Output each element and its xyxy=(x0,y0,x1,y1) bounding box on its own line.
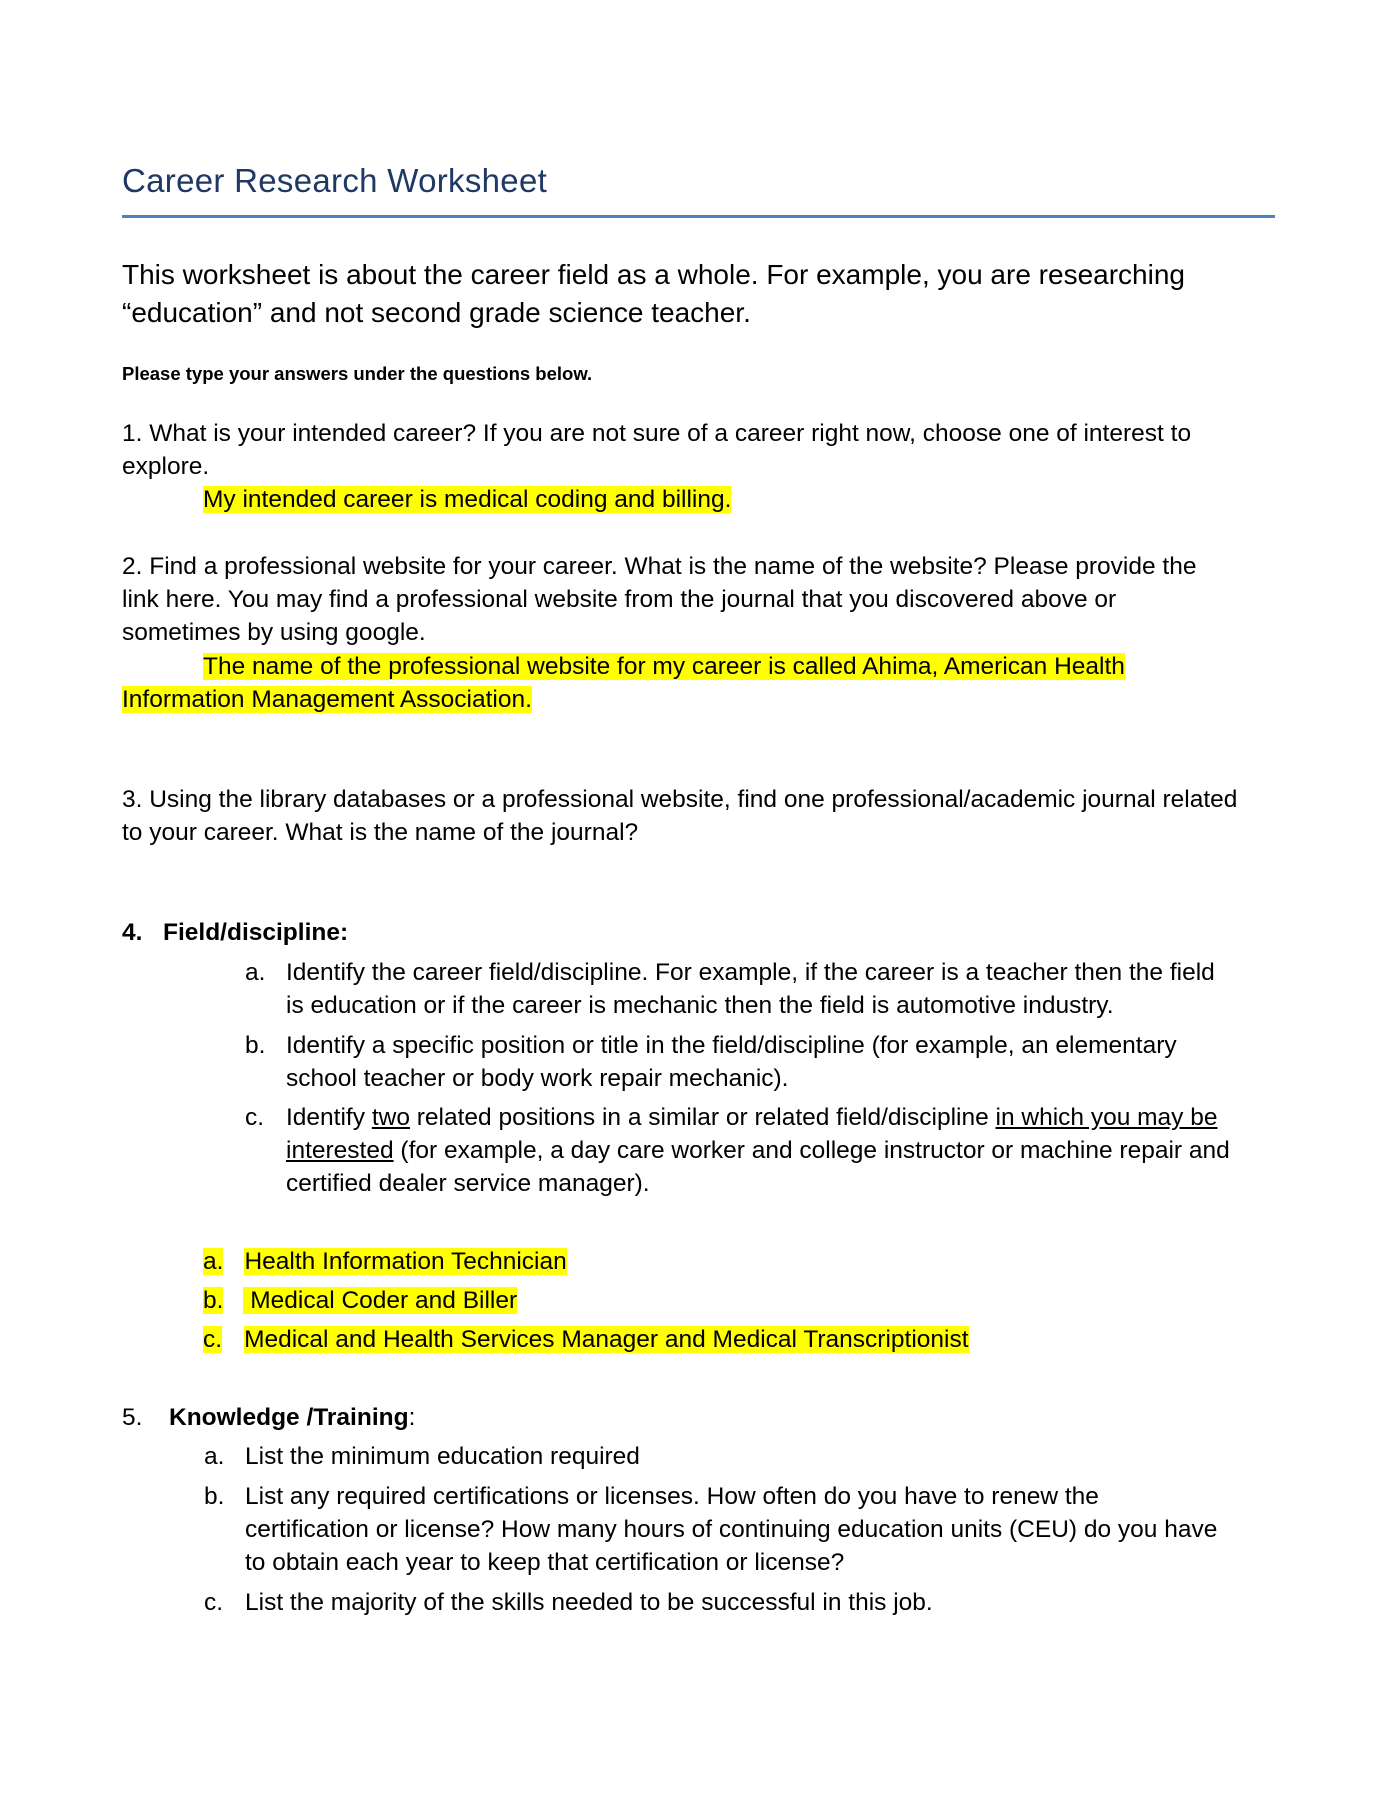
q4-answer-a-text: Health Information Technician xyxy=(244,1248,567,1275)
q4-item-c-underline-interested: interested xyxy=(286,1137,394,1164)
q4-item-c-marker: c. xyxy=(245,1104,265,1131)
q2-line-3: sometimes by using google. xyxy=(122,619,426,646)
q3-line-2: to your career. What is the name of the journal? xyxy=(122,819,639,846)
q4-item-c-line-1 xyxy=(286,1101,1218,1134)
q4-answer-a[interactable] xyxy=(203,1245,567,1278)
q5-heading-colon: : xyxy=(408,1404,416,1431)
q5-heading: Knowledge /Training xyxy=(169,1404,409,1431)
q3-line-1: 3. Using the library databases or a professional website, find one professional/academic journal related xyxy=(122,786,1238,813)
q4-item-c-underline-two: two xyxy=(371,1104,410,1131)
intro-line-2: “education” and not second grade science teacher. xyxy=(122,297,751,328)
title-underline-rule xyxy=(122,215,1275,218)
page-title: Career Research Worksheet xyxy=(122,162,548,199)
q4-answer-a-marker: a. xyxy=(203,1248,224,1275)
q4-item-b-marker: b. xyxy=(245,1032,266,1059)
q5-number: 5. xyxy=(122,1404,143,1431)
q5-item-a-marker: a. xyxy=(204,1443,225,1470)
q5-item-a-line-1: List the minimum education required xyxy=(245,1443,640,1470)
q2-answer-line-2[interactable]: Information Management Association. xyxy=(122,686,532,713)
q4-item-c-text-2: related positions in a similar or related field/discipline xyxy=(409,1104,996,1131)
q5-heading-line xyxy=(169,1401,415,1434)
q2-answer-line-1[interactable]: The name of the professional website for my career is called Ahima, American Health xyxy=(203,653,1125,680)
q4-item-b-line-2: school teacher or body work repair mechanic). xyxy=(286,1065,789,1092)
q4-heading: Field/discipline: xyxy=(163,919,349,946)
q1-answer[interactable]: My intended career is medical coding and billing. xyxy=(203,486,732,513)
q4-answer-b-text: Medical Coder and Biller xyxy=(243,1287,518,1314)
q1-line-1: 1. What is your intended career? If you are not sure of a career right now, choose one of interest to xyxy=(122,420,1192,447)
intro-line-1: This worksheet is about the career field as a whole. For example, you are researching xyxy=(122,259,1185,290)
q4-item-c-text-3: (for example, a day care worker and college instructor or machine repair and xyxy=(393,1137,1230,1164)
q4-item-c-text-1: Identify xyxy=(286,1104,372,1131)
q5-item-c-line-1: List the majority of the skills needed to be successful in this job. xyxy=(245,1589,933,1616)
q4-item-c-line-2 xyxy=(286,1134,1230,1167)
q5-item-b-line-3: to obtain each year to keep that certification or license? xyxy=(245,1549,845,1576)
q4-item-a-line-1: Identify the career field/discipline. For example, if the career is a teacher then the field xyxy=(286,959,1215,986)
q4-item-c-underline-interest: in which you may be xyxy=(995,1104,1218,1131)
q2-line-2: link here. You may find a professional website from the journal that you discovered above or xyxy=(122,586,1117,613)
q4-answer-b[interactable] xyxy=(203,1284,517,1317)
q5-item-c-marker: c. xyxy=(204,1589,224,1616)
q5-item-b-line-2: certification or license? How many hours of continuing education units (CEU) do you have xyxy=(245,1516,1218,1543)
q4-item-b-line-1: Identify a specific position or title in the field/discipline (for example, an elementary xyxy=(286,1032,1177,1059)
q4-item-c-line-3: certified dealer service manager). xyxy=(286,1170,650,1197)
q4-answer-c-marker: c. xyxy=(203,1326,223,1353)
q4-answer-c-text: Medical and Health Services Manager and Medical Transcriptionist xyxy=(244,1326,969,1353)
q4-answer-b-marker: b. xyxy=(203,1287,224,1314)
q5-item-b-marker: b. xyxy=(204,1483,225,1510)
q4-item-a-line-2: is education or if the career is mechanic then the field is automotive industry. xyxy=(286,992,1114,1019)
q5-item-b-line-1: List any required certifications or licenses. How often do you have to renew the xyxy=(245,1483,1099,1510)
q1-line-2: explore. xyxy=(122,453,210,480)
q4-item-a-marker: a. xyxy=(245,959,266,986)
q4-answer-c[interactable] xyxy=(203,1323,969,1356)
instruction-text: Please type your answers under the questions below. xyxy=(122,363,593,384)
q2-line-1: 2. Find a professional website for your career. What is the name of the website? Please provide the xyxy=(122,553,1197,580)
q4-number: 4. xyxy=(122,919,143,946)
